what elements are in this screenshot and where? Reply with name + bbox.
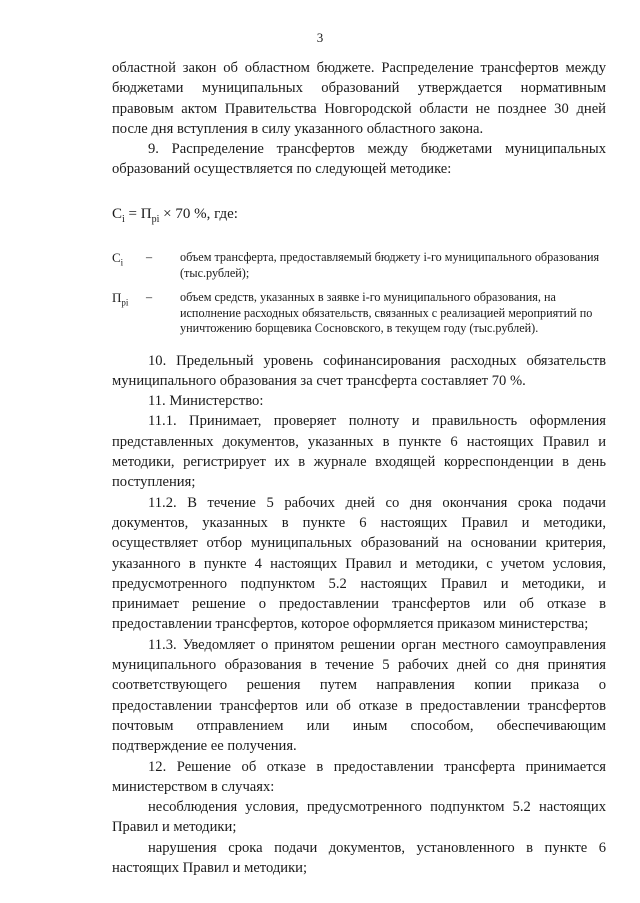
formula-mid-subscript: pi <box>151 213 160 225</box>
document-body <box>112 58 606 878</box>
paragraph-12-case-a: несоблюдения условия, предусмотренного подпунктом 5.2 настоящих Правил и методики; <box>112 799 606 836</box>
paragraph-11-1: 11.1. Принимает, проверяет полноту и правильность оформления представленных документов, указанных в пункте 6 настоящих Правил и методики, регистрирует их в журнале входящей корреспонденции в день поступления; <box>112 413 606 491</box>
paragraph-continuation: областной закон об областном бюджете. Распределение трансфертов между бюджетами муниципальных образований утверждается нормативным правовым актом Правительства Новгородской области не позднее 30 дней после дня вступления в силу указанного областного закона. <box>112 60 606 137</box>
legend-description: объем средств, указанных в заявке i-го муниципального образования, на исполнение расходных обязательств, связанных с реализацией мероприятий по уничтожению борщевика Сосновского, в текущем году (тыс.рублей). <box>180 290 593 336</box>
page-number: 3 <box>316 30 324 45</box>
legend-description: объем трансферта, предоставляемый бюджету i-го муниципального образования (тыс.рублей); <box>180 250 600 280</box>
legend-row-ci <box>112 250 606 281</box>
legend-dash: – <box>146 250 153 265</box>
paragraph-12-case-b: нарушения срока подачи документов, установленного в пункте 6 настоящих Правил и методики; <box>112 839 606 876</box>
legend-symbol-main: П <box>112 290 122 306</box>
legend-dash: – <box>146 290 153 305</box>
paragraph-9: 9. Распределение трансфертов между бюджетами муниципальных образований осуществляется по следующей методике: <box>112 141 606 178</box>
formula-rhs: × 70 %, где: <box>159 205 238 222</box>
legend-symbol-subscript: i <box>120 257 124 268</box>
legend-symbol <box>112 290 146 337</box>
paragraph-11-2: 11.2. В течение 5 рабочих дней со дня окончания срока подачи документов, указанных в пункте 6 настоящих Правил и методики, осуществляет отбор муниципальных образований на основании критерия, указанного в пункте 4 настоящих Правил и методики, с учетом условия, предусмотренного подпунктом 5.2 настоящих Правил и методики, и принимает решение о предоставлении трансфертов или об отказе в предоставлении трансфертов, которое оформляется приказом министерства; <box>112 494 606 633</box>
formula-lhs: С <box>112 205 123 222</box>
legend-row-ppi <box>112 290 606 337</box>
paragraph-12: 12. Решение об отказе в предоставлении трансферта принимается министерством в случаях: <box>112 758 606 795</box>
paragraph-11: 11. Министерство: <box>148 393 264 410</box>
formula-equals: = П <box>124 205 152 222</box>
formula <box>112 204 606 230</box>
legend-symbol <box>112 250 146 281</box>
paragraph-10: 10. Предельный уровень софинансирования расходных обязательств муниципального образования за счет трансферта составляет 70 %. <box>112 352 606 389</box>
paragraph-11-3: 11.3. Уведомляет о принятом решении орган местного самоуправления муниципального образования в течение 5 рабочих дней со дня принятия соответствующего решения путем направления копии приказа о предоставлении трансфертов или об отказе в предоставлении трансфертов почтовым отправлением или иным способом, обеспечивающим подтверждение ее получения. <box>112 636 606 755</box>
formula-legend <box>112 250 606 337</box>
legend-symbol-main: С <box>112 250 121 266</box>
legend-symbol-subscript: pi <box>121 297 129 308</box>
formula-lhs-subscript: i <box>122 213 125 225</box>
